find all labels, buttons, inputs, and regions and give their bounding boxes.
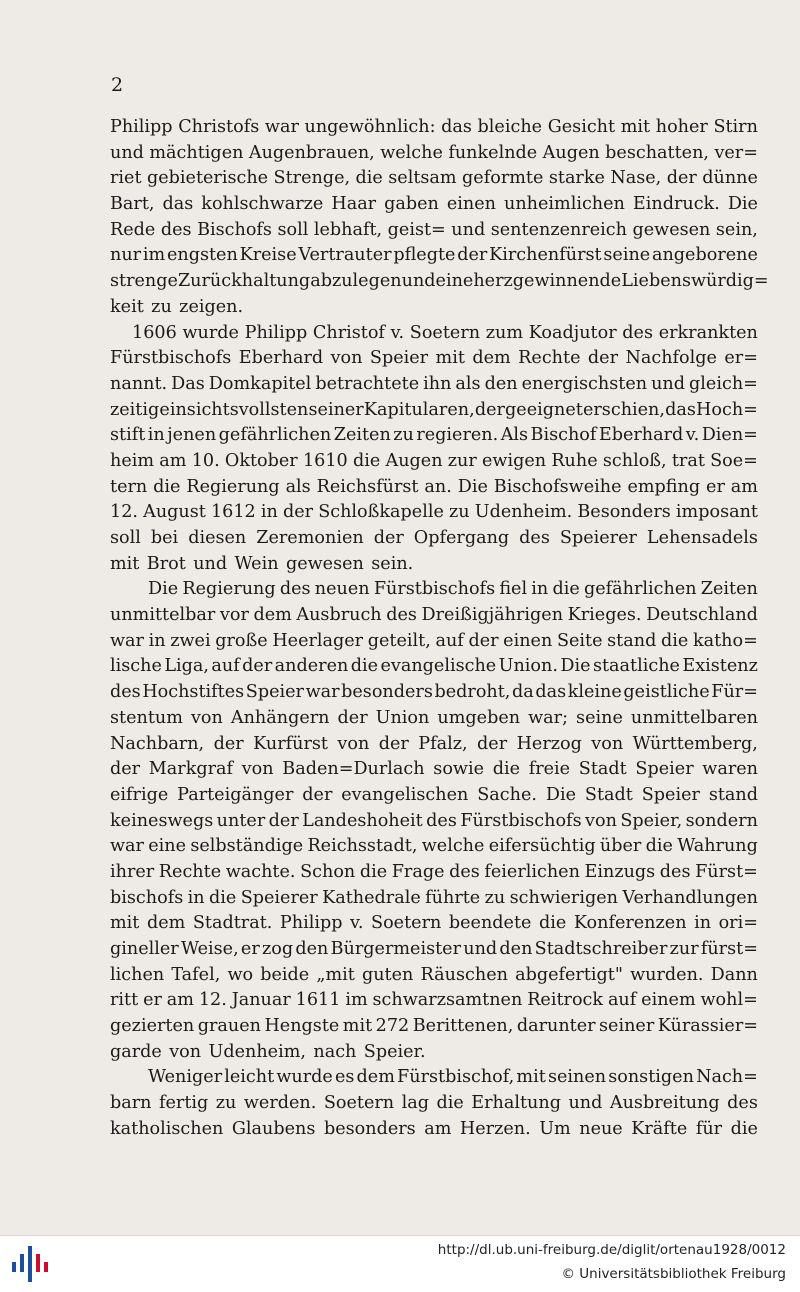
text-line: heim am 10. Oktober 1610 die Augen zur ewigen Ruhe schloß, trat Soe= xyxy=(110,450,758,471)
text-line: bischofs in die Speierer Kathedrale führte zu schwierigen Verhandlungen xyxy=(110,887,758,908)
text-line: Nachbarn, der Kurfürst von der Pfalz, der Herzog von Württemberg, xyxy=(110,733,758,754)
text-line: gezierten grauen Hengste mit 272 Berittenen, darunter seiner Kürassier= xyxy=(110,1016,758,1037)
footer-bar xyxy=(0,1235,800,1292)
text-line: Fürstbischofs Eberhard von Speier mit dem Rechte der Nachfolge er= xyxy=(110,348,758,369)
text-line: der Markgraf von Baden=Durlach sowie die freie Stadt Speier waren xyxy=(110,759,758,780)
text-line: lichen Tafel, wo beide „mit guten Räuschen abgefertigt" wurden. Dann xyxy=(110,964,758,985)
logo-bar xyxy=(20,1254,24,1272)
source-url-link[interactable]: http://dl.ub.uni-freiburg.de/diglit/ortenau1928/0012 xyxy=(437,1242,786,1258)
text-line: stentum von Anhängern der Union umgeben war; seine unmittelbaren xyxy=(110,707,758,728)
text-line: ihrer Rechte wachte. Schon die Frage des feierlichen Einzugs des Fürst= xyxy=(110,861,758,882)
text-line: Bart, das kohlschwarze Haar gaben einen unheimlichen Eindruck. Die xyxy=(110,194,758,215)
text-line: und mächtigen Augenbrauen, welche funkelnde Augen beschatten, ver= xyxy=(110,142,758,163)
text-line: zeitig einsichtsvollsten seiner Kapitularen, der geeignet erschien, das Hoch= xyxy=(110,399,758,420)
text-line: 1606 wurde Philipp Christof v. Soetern zum Koadjutor des erkrankten xyxy=(132,322,758,343)
text-line: war in zwei große Heerlager geteilt, auf der einen Seite stand die katho= xyxy=(110,630,758,651)
text-line: Weniger leicht wurde es dem Fürstbischof, mit seinen sonstigen Nach= xyxy=(148,1067,758,1088)
body-text xyxy=(110,115,769,1143)
page-number: 2 xyxy=(111,74,124,96)
logo-bar xyxy=(28,1246,32,1282)
text-line: stift in jenen gefährlichen Zeiten zu regieren. Als Bischof Eberhard v. Dien= xyxy=(110,425,758,446)
text-line: katholischen Glaubens besonders am Herzen. Um neue Kräfte für die xyxy=(110,1118,758,1139)
text-line: eifrige Parteigänger der evangelischen Sache. Die Stadt Speier stand xyxy=(110,784,758,805)
text-line: ritt er am 12. Januar 1611 im schwarzsamtnen Reitrock auf einem wohl= xyxy=(110,990,758,1011)
text-line: Philipp Christofs war ungewöhnlich: das bleiche Gesicht mit hoher Stirn xyxy=(110,117,758,137)
text-line: gineller Weise, er zog den Bürgermeister und den Stadtschreiber zur fürst= xyxy=(110,939,758,959)
text-line: 12. August 1612 in der Schloßkapelle zu Udenheim. Besonders imposant xyxy=(110,502,758,523)
logo-bar xyxy=(12,1262,16,1272)
text-line: unmittelbar vor dem Ausbruch des Dreißigjährigen Krieges. Deutschland xyxy=(110,605,758,626)
text-line: garde von Udenheim, nach Speier. xyxy=(110,1041,426,1062)
logo-bar xyxy=(44,1262,48,1272)
text-line: mit dem Stadtrat. Philipp v. Soetern beendete die Konferenzen in ori= xyxy=(110,913,758,934)
text-line: soll bei diesen Zeremonien der Opfergang des Speierer Lehensadels xyxy=(110,528,758,548)
logo-bar xyxy=(36,1254,40,1272)
text-line: tern die Regierung als Reichsfürst an. Die Bischofsweihe empfing er am xyxy=(110,476,758,497)
text-line: keineswegs unter der Landeshoheit des Fürstbischofs von Speier, sondern xyxy=(110,810,758,831)
text-line: lische Liga, auf der anderen die evangelische Union. Die staatliche Existenz xyxy=(110,656,758,677)
text-line: nur im engsten Kreise Vertrauter pflegte der Kirchenfürst seine angeborene xyxy=(110,245,758,266)
text-line: barn fertig zu werden. Soetern lag die Erhaltung und Ausbreitung des xyxy=(110,1093,758,1114)
text-line: keit zu zeigen. xyxy=(110,296,244,317)
text-line: war eine selbständige Reichsstadt, welche eifersüchtig über die Wahrung xyxy=(110,836,758,857)
text-line: nannt. Das Domkapitel betrachtete ihn als den energischsten und gleich= xyxy=(110,373,758,394)
text-line: des Hochstiftes Speier war besonders bedroht, da das kleine geistliche Für= xyxy=(110,682,758,703)
text-line: Die Regierung des neuen Fürstbischofs fiel in die gefährlichen Zeiten xyxy=(148,579,758,600)
text-line: strenge Zurückhaltung abzulegen und eine herzgewinnende Liebenswürdig= xyxy=(110,271,769,292)
library-logo[interactable] xyxy=(8,1240,52,1286)
text-line: riet gebieterische Strenge, die seltsam geformte starke Nase, der dünne xyxy=(110,168,758,189)
copyright-notice: © Universitätsbibliothek Freiburg xyxy=(561,1266,786,1282)
text-line: Rede des Bischofs soll lebhaft, geist= und sentenzenreich gewesen sein, xyxy=(110,219,758,240)
text-line: mit Brot und Wein gewesen sein. xyxy=(110,553,414,574)
